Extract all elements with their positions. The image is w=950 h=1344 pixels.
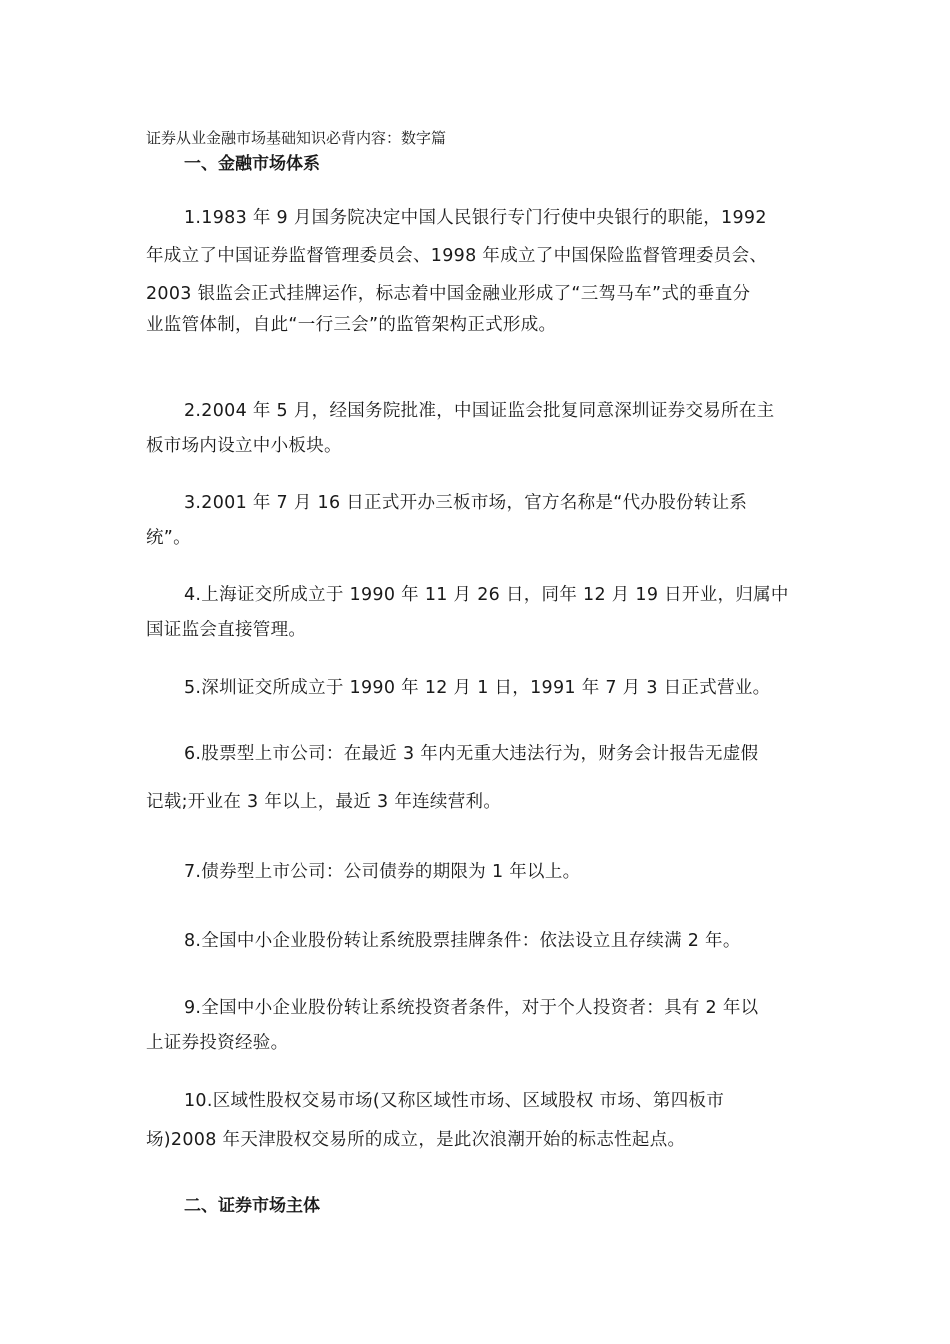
section-heading-securities-market-entities: 二、证券市场主体 (184, 1196, 320, 1216)
section-heading-financial-market-system: 一、金融市场体系 (184, 154, 320, 174)
paragraph-line: 7.债券型上市公司：公司债券的期限为 1 年以上。 (184, 862, 581, 882)
paragraph-line: 业监管体制，自此“一行三会”的监管架构正式形成。 (146, 315, 557, 335)
paragraph-line: 场)2008 年天津股权交易所的成立，是此次浪潮开始的标志性起点。 (146, 1130, 686, 1150)
paragraph-line: 上证券投资经验。 (146, 1033, 289, 1053)
paragraph-6 (146, 742, 816, 814)
paragraph-line: 1.1983 年 9 月国务院决定中国人民银行专门行使中央银行的职能，1992 (184, 208, 767, 228)
paragraph-10 (146, 1089, 816, 1152)
paragraph-line: 8.全国中小企业股份转让系统股票挂牌条件：依法设立且存续满 2 年。 (184, 931, 741, 951)
paragraph-line: 记载;开业在 3 年以上，最近 3 年连续营利。 (146, 792, 502, 812)
paragraph-1 (146, 206, 816, 337)
paragraph-5 (146, 676, 816, 700)
paragraph-2 (146, 399, 816, 458)
paragraph-line: 2.2004 年 5 月，经国务院批准，中国证监会批复同意深圳证券交易所在主 (184, 401, 775, 421)
document-title: 证券从业金融市场基础知识必背内容：数字篇 (146, 129, 447, 147)
paragraph-line: 4.上海证交所成立于 1990 年 11 月 26 日，同年 12 月 19 日开业，归属中 (184, 585, 789, 605)
paragraph-line: 9.全国中小企业股份转让系统投资者条件，对于个人投资者：具有 2 年以 (184, 998, 759, 1018)
paragraph-7 (146, 860, 816, 884)
paragraph-line: 年成立了中国证券监督管理委员会、1998 年成立了中国保险监督管理委员会、 (146, 246, 768, 266)
paragraph-line: 6.股票型上市公司：在最近 3 年内无重大违法行为，财务会计报告无虚假 (184, 744, 759, 764)
paragraph-line: 3.2001 年 7 月 16 日正式开办三板市场，官方名称是“代办股份转让系 (184, 493, 748, 513)
paragraph-line: 国证监会直接管理。 (146, 620, 307, 640)
paragraph-line: 统”。 (146, 528, 191, 548)
paragraph-line: 5.深圳证交所成立于 1990 年 12 月 1 日，1991 年 7 月 3 日正式营业。 (184, 678, 771, 698)
paragraph-9 (146, 996, 816, 1055)
paragraph-line: 2003 银监会正式挂牌运作，标志着中国金融业形成了“三驾马车”式的垂直分 (146, 284, 751, 304)
paragraph-4 (146, 583, 816, 642)
paragraph-line: 10.区域性股权交易市场(又称区域性市场、区域股权 市场、第四板市 (184, 1091, 725, 1111)
paragraph-8 (146, 929, 816, 953)
paragraph-line: 板市场内设立中小板块。 (146, 436, 342, 456)
paragraph-3 (146, 491, 816, 550)
